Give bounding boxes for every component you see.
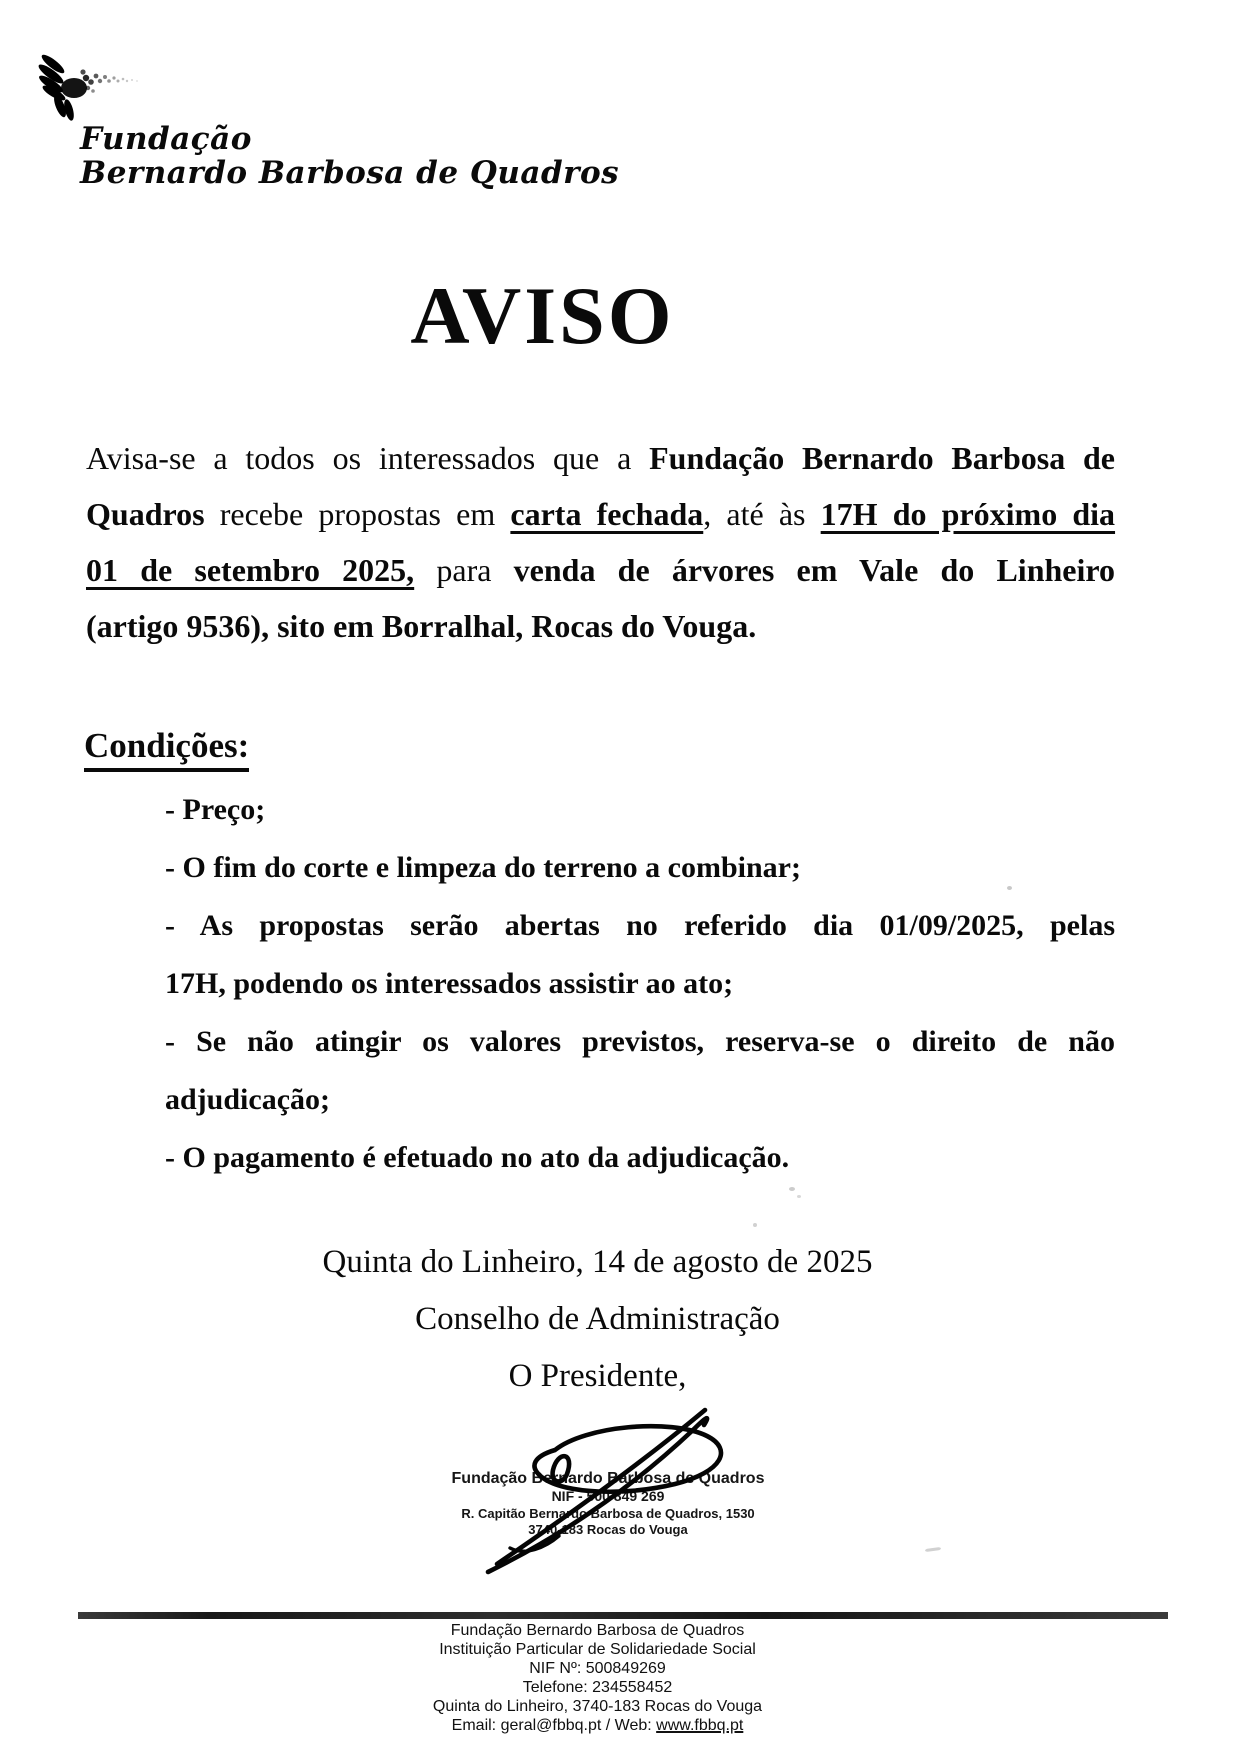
paragraph-text: recebe propostas em [219,496,511,532]
scan-artifact [789,1187,795,1191]
footer-web-url: www.fbbq.pt [656,1717,744,1734]
signer-line: O Presidente, [508,1358,687,1394]
foundation-hand-logo-icon [36,46,144,128]
condition-item-continuation: adjudicação; [165,1083,330,1116]
condition-item: - As propostas serão abertas no referido dia 01/09/2025, pelas [165,909,1115,942]
footer-divider [78,1612,1168,1619]
stamp-postal-line: 3740-183 Rocas do Vouga [528,1522,688,1537]
stamp-address-line: R. Capitão Bernardo Barbosa de Quadros, 1530 [461,1506,755,1521]
paragraph-text-bold: venda de árvores em Vale do Linheiro [513,552,1116,588]
paragraph-text-bold-underline: 17H do próximo dia [820,496,1116,532]
paragraph-text: Avisa-se a todos os interessados que a [86,440,650,476]
logo-wordmark-line2: Bernardo Barbosa de Quadros [80,155,620,191]
paragraph-text: , até às [703,496,821,532]
condition-item-continuation: 17H, podendo os interessados assistir ao ato; [165,967,734,1000]
condition-item: - O pagamento é efetuado no ato da adjudicação. [165,1141,790,1174]
board-line: Conselho de Administração [415,1301,780,1337]
footer-institution-type: Instituição Particular de Solidariedade Social [439,1641,756,1658]
footer-nif: NIF Nº: 500849269 [529,1660,666,1677]
paragraph-line [86,486,1115,542]
conditions-heading [84,724,249,768]
condition-item: - Se não atingir os valores previstos, reserva-se o direito de não [165,1025,1115,1058]
closing-block [80,1234,1115,1405]
paragraph-text-bold-underline: carta fechada [510,496,704,532]
footer-phone: Telefone: 234558452 [522,1679,673,1696]
footer-email-web [80,1716,1115,1735]
president-signature [455,1388,765,1583]
footer-email-prefix: Email: geral@fbbq.pt / Web: [451,1717,657,1734]
scan-artifact [797,1195,801,1198]
stamp-org-line: Fundação Bernardo Barbosa de Quadros [451,1470,765,1487]
conditions-heading-text: Condições: [84,726,249,772]
paragraph-text: para [414,552,514,588]
document-title: AVISO [410,270,675,361]
paragraph-line [86,542,1115,598]
condition-item: - O fim do corte e limpeza do terreno a combinar; [165,851,801,884]
logo-wordmark-line1: Fundação [80,121,252,157]
stamp-nif-line: NIF - 500 849 269 [551,1488,665,1504]
scan-artifact [753,1223,757,1227]
conditions-list [165,781,1115,1187]
scan-artifact [925,1547,941,1552]
paragraph-text-bold: (artigo 9536), sito em Borralhal, Rocas do Vouga. [86,608,757,644]
footer-address: Quinta do Linheiro, 3740-183 Rocas do Vouga [432,1698,763,1715]
paragraph-text-bold: Quadros [86,496,220,532]
condition-item: - Preço; [165,793,266,826]
notice-paragraph [86,430,1115,654]
paragraph-text-bold: Fundação Bernardo Barbosa de [649,440,1116,476]
footer-org: Fundação Bernardo Barbosa de Quadros [450,1622,745,1639]
place-date-line: Quinta do Linheiro, 14 de agosto de 2025 [322,1244,873,1280]
paragraph-text-bold-underline: 01 de setembro 2025, [86,552,415,588]
scan-artifact [1007,886,1012,890]
paragraph-line [86,430,1115,486]
paragraph-line [86,598,1115,654]
footer-block [80,1621,1115,1735]
